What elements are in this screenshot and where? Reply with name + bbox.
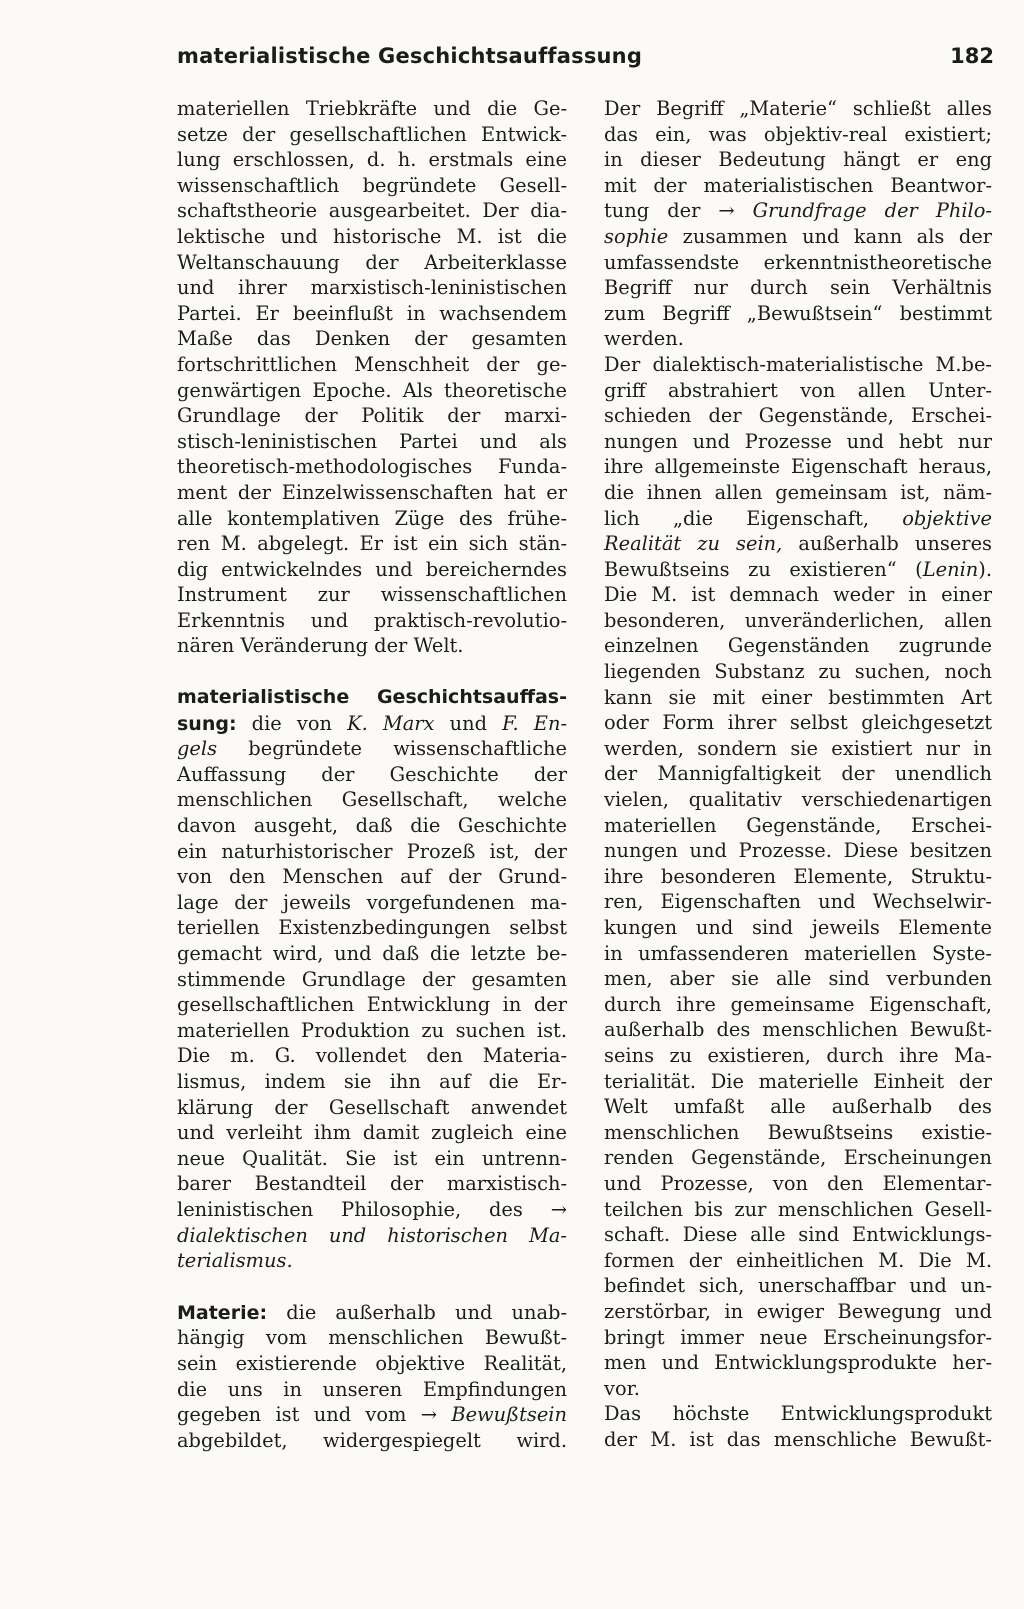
text-line: setze der gesellschaftlichen Entwick-: [177, 122, 567, 146]
text-line: [604, 531, 992, 557]
text-line: und verleiht ihm damit zugleich eine: [177, 1121, 567, 1145]
text-line: umfassendste erkenntnistheoretische: [604, 250, 992, 274]
text-run: und: [434, 711, 503, 735]
text-line: [604, 557, 992, 583]
text-line: die uns in unseren Empfindungen: [177, 1377, 567, 1401]
running-head: materialistische Geschichtsauffassung: [177, 44, 643, 68]
text-line: Erkenntnis und praktisch-revolutio-: [177, 608, 567, 632]
text-line: die ihnen allen gemeinsam ist, näm-: [604, 480, 992, 504]
text-line: nungen und Prozesse. Diese besitzen: [604, 839, 992, 863]
text-line: lismus, indem sie ihn auf die Er-: [177, 1069, 567, 1093]
text-line: Begriff nur durch sein Verhältnis: [604, 276, 992, 300]
text-run: ).: [978, 557, 992, 581]
text-run: begründete wissenschaftliche: [217, 737, 567, 761]
text-line: vielen, qualitativ verschiedenartigen: [604, 788, 992, 812]
text-line: mit der materialistischen Beantwor-: [604, 173, 992, 197]
text-line: liegenden Substanz zu suchen, noch: [604, 660, 992, 684]
text-line: schieden der Gegenstände, Erschei-: [604, 404, 992, 428]
entry-materie: [177, 1300, 567, 1454]
entry-headword: Materie:: [177, 1301, 268, 1324]
text-line: klärung der Gesellschaft anwendet: [177, 1095, 567, 1119]
text-line: das ein, was objektiv-real existiert;: [604, 122, 992, 146]
text-line: teriellen Existenzbedingungen selbst: [177, 916, 567, 940]
text-line: gemacht wird, und daß die letzte be-: [177, 942, 567, 965]
quotation-emphasis: objektive: [902, 506, 992, 530]
text-line: seins zu existieren, durch ihre Ma-: [604, 1043, 992, 1067]
text-line: griff abstrahiert von allen Unter-: [604, 378, 992, 402]
text-line: der M. ist das menschliche Bewußt-: [604, 1427, 992, 1451]
text-line: werden.: [604, 327, 684, 351]
text-line: lage der jeweils vorgefundenen ma-: [177, 890, 567, 914]
text-line: formen der einheitlichen M. Die M.: [604, 1248, 992, 1272]
text-line: menschlichen Gesellschaft, welche: [177, 788, 567, 812]
cross-reference: Grundfrage der Philo-: [752, 199, 992, 223]
text-line: terialität. Die materielle Einheit der: [604, 1069, 992, 1093]
text-line: ihre besonderen Elemente, Struktu-: [604, 864, 992, 888]
text-line: Der dialektisch-materialistische M.be-: [604, 352, 992, 376]
text-line: Die m. G. vollendet den Materia-: [177, 1044, 567, 1068]
page-number: 182: [950, 44, 994, 68]
text-line: [177, 736, 567, 762]
text-line: dig entwickelndes und bereicherndes: [177, 557, 567, 581]
text-line: [604, 198, 992, 224]
text-line: bringt immer neue Erscheinungsfor-: [604, 1325, 992, 1349]
text-line: menschlichen Bewußtseins existie-: [604, 1120, 992, 1144]
cross-reference: sophie: [604, 224, 669, 248]
text-line: materiellen Produktion zu suchen ist.: [177, 1018, 567, 1042]
text-line: und ihrer marxistisch-leninistischen: [177, 276, 567, 300]
entry-headword: sung:: [177, 712, 237, 735]
text-line: nungen und Prozesse und hebt nur: [604, 429, 992, 453]
text-line: abgebildet, widergespiegelt wird.: [177, 1428, 567, 1452]
text-line: nären Veränderung der Welt.: [177, 634, 464, 658]
paragraph: [604, 96, 992, 352]
right-column: [604, 96, 992, 1452]
text-line: schaftstheorie ausgearbeitet. Der dia-: [177, 199, 567, 223]
text-line: neue Qualität. Sie ist ein untrenn-: [177, 1146, 567, 1170]
text-line: zum Begriff „Bewußtsein“ bestimmt: [604, 301, 992, 325]
text-line: sein existierende objektive Realität,: [177, 1351, 567, 1375]
text-line: genwärtigen Epoche. Als theoretische: [177, 378, 567, 402]
text-line: Die M. ist demnach weder in einer: [604, 583, 992, 607]
paragraph: [604, 1401, 992, 1452]
text-run: zusammen und kann als der: [668, 224, 992, 248]
text-line: der Mannigfaltigkeit der unendlich: [604, 762, 992, 786]
spacer: [177, 659, 567, 685]
text-line: ihre allgemeinste Eigenschaft heraus,: [604, 455, 992, 479]
text-run: lich „die Eigenschaft,: [604, 506, 903, 530]
text-line: und Prozesse, von den Elementar-: [604, 1171, 992, 1195]
person-name: F. En-: [502, 711, 567, 735]
text-line: [604, 506, 992, 532]
text-line: hängig vom menschlichen Bewußt-: [177, 1326, 567, 1350]
text-line: in umfassenderen materiellen Syste-: [604, 941, 992, 965]
text-line: ren, Eigenschaften und Wechselwir-: [604, 890, 992, 914]
text-line: Der Begriff „Materie“ schließt alles: [604, 97, 992, 120]
text-line: von den Menschen auf der Grund-: [177, 865, 567, 889]
text-line: theoretisch-methodologisches Funda-: [177, 455, 567, 479]
text-line: wissenschaftlich begründete Gesell-: [177, 173, 567, 197]
spacer: [177, 1274, 567, 1300]
text-line: leninistischen Philosophie, des →: [177, 1197, 567, 1221]
text-line: oder Form ihrer selbst gleichgesetzt: [604, 711, 992, 735]
text-line: [177, 1300, 567, 1326]
text-line: stimmende Grundlage der gesamten: [177, 967, 567, 991]
text-line: zerstörbar, in ewiger Bewegung und: [604, 1299, 992, 1323]
text-line: in dieser Bedeutung hängt er eng: [604, 148, 992, 172]
cross-reference: dialektischen und historischen Ma-: [177, 1223, 567, 1247]
text-line: durch ihre gemeinsame Eigenschaft,: [604, 992, 992, 1016]
text-run: tung der →: [604, 199, 753, 223]
text-line: renden Gegenstände, Erscheinungen: [604, 1146, 992, 1170]
text-line: [177, 711, 567, 737]
cross-reference: terialismus.: [177, 1249, 293, 1273]
text-line: materiellen Triebkräfte und die Ge-: [177, 97, 567, 120]
text-line: men, aber sie alle sind verbunden: [604, 967, 992, 991]
text-line: davon ausgeht, daß die Geschichte: [177, 814, 567, 838]
text-line: Instrument zur wissenschaftlichen: [177, 583, 567, 607]
text-line: ment der Einzelwissenschaften hat er: [177, 480, 567, 504]
text-line: [177, 1402, 567, 1428]
text-line: werden, sondern sie existiert nur in: [604, 736, 992, 760]
text-line: einzelnen Gegenständen zugrunde: [604, 634, 992, 658]
text-line: lektische und historische M. ist die: [177, 224, 567, 248]
text-line: men und Entwicklungsprodukte her-: [604, 1351, 992, 1375]
text-line: befindet sich, unerschaffbar und un-: [604, 1274, 992, 1298]
text-line: Grundlage der Politik der marxi-: [177, 404, 567, 428]
text-line: kungen und sind jeweils Elemente: [604, 916, 992, 939]
text-line: besonderen, unveränderlichen, allen: [604, 608, 992, 632]
text-run: außerhalb unseres: [782, 532, 992, 556]
quotation-emphasis: Realität zu sein,: [604, 532, 783, 556]
person-name: K. Marx: [347, 711, 435, 735]
text-line: außerhalb des menschlichen Bewußt-: [604, 1018, 992, 1042]
entry-geschichtsauffassung: [177, 685, 567, 1274]
text-line: [604, 224, 992, 250]
text-line: Maße das Denken der gesamten: [177, 327, 567, 351]
text-line: lung erschlossen, d. h. erstmals eine: [177, 148, 567, 172]
text-line: ein naturhistorischer Prozeß ist, der: [177, 839, 567, 863]
person-name: gels: [177, 737, 218, 761]
text-run: gegeben ist und vom →: [177, 1403, 452, 1427]
text-line: ren M. abgelegt. Er ist ein sich stän-: [177, 532, 567, 556]
text-line: vor.: [604, 1376, 640, 1400]
text-line: kann sie mit einer bestimmten Art: [604, 685, 992, 709]
paragraph: [604, 352, 992, 1401]
text-line: Das höchste Entwicklungsprodukt: [604, 1402, 992, 1426]
text-run: Bewußtseins zu existieren“ (: [604, 557, 923, 581]
text-line: schaft. Diese alle sind Entwicklungs-: [604, 1223, 992, 1247]
continuation-paragraph: [177, 96, 567, 659]
text-line: Welt umfaßt alle außerhalb des: [604, 1095, 992, 1119]
text-line: barer Bestandteil der marxistisch-: [177, 1172, 567, 1196]
text-line: teilchen bis zur menschlichen Gesell-: [604, 1197, 992, 1221]
text-line: Weltanschauung der Arbeiterklasse: [177, 250, 567, 274]
text-line: gesellschaftlichen Entwicklung in der: [177, 993, 567, 1017]
text-run: die außerhalb und unab-: [267, 1300, 567, 1324]
text-line: Auffassung der Geschichte der: [177, 762, 567, 786]
text-line: fortschrittlichen Menschheit der ge-: [177, 352, 567, 376]
text-line: materiellen Gegenstände, Erschei-: [604, 813, 992, 837]
cross-reference: Bewußtsein: [451, 1403, 567, 1427]
text-run: die von: [236, 711, 348, 735]
left-column: [177, 96, 567, 1453]
entry-headword: materialistische Geschichtsauffas-: [177, 686, 567, 709]
text-line: stisch-leninistischen Partei und als: [177, 429, 567, 453]
text-line: Partei. Er beeinflußt in wachsendem: [177, 301, 567, 325]
text-line: alle kontemplativen Züge des frühe-: [177, 506, 567, 530]
person-name: Lenin: [922, 557, 979, 581]
